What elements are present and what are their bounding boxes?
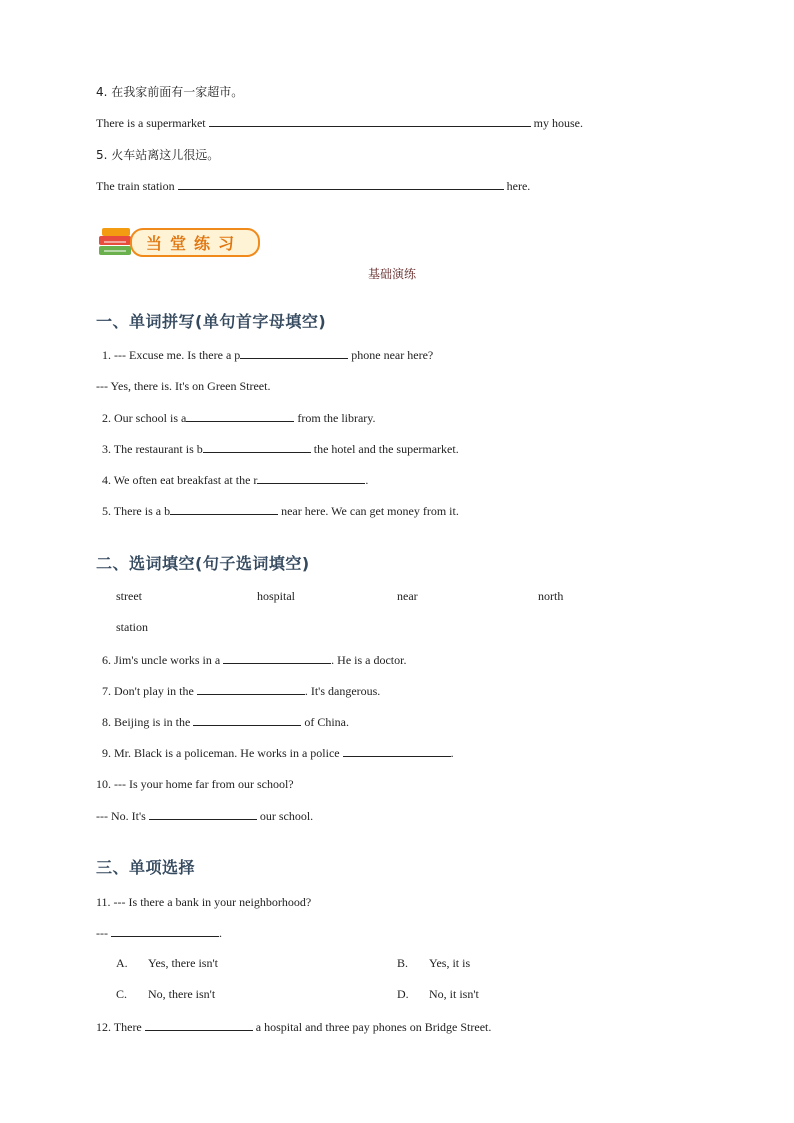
question-10-answer-line: --- No. It's our school. — [96, 809, 314, 823]
question-7: 7. Don't play in the . It's dangerous. — [102, 684, 381, 698]
question-1-answer-line: --- Yes, there is. It's on Green Street. — [96, 379, 271, 393]
section-2-title: 二、选词填空(句子选词填空) — [96, 554, 310, 573]
answer-blank[interactable] — [178, 178, 504, 190]
question-12: 12. There a hospital and three pay phones on Bridge Street. — [96, 1020, 492, 1034]
question-2: 2. Our school is a from the library. — [102, 411, 376, 425]
question-9: 9. Mr. Black is a policeman. He works in a police . — [102, 746, 454, 760]
answer-blank[interactable] — [145, 1019, 253, 1031]
question-5: 5. There is a b near here. We can get money from it. — [102, 504, 459, 518]
question-11-answer-line: --- . — [96, 926, 222, 940]
section-1-title: 一、单词拼写(单句首字母填空) — [96, 312, 327, 331]
question-11: 11. --- Is there a bank in your neighborhood? — [96, 895, 312, 909]
option-c[interactable]: C. No, there isn't — [116, 987, 216, 1001]
answer-blank[interactable] — [209, 115, 531, 127]
answer-blank[interactable] — [203, 441, 311, 453]
question-1: 1. --- Excuse me. Is there a p phone near here? — [102, 348, 434, 362]
answer-blank[interactable] — [111, 925, 219, 937]
question-6: 6. Jim's uncle works in a . He is a doctor. — [102, 653, 407, 667]
answer-blank[interactable] — [170, 503, 278, 515]
answer-blank[interactable] — [186, 410, 294, 422]
word-bank-item: hospital — [257, 589, 295, 603]
practice-banner — [96, 222, 260, 262]
answer-blank[interactable] — [149, 808, 257, 820]
item-5-english: The train station here. — [96, 179, 531, 193]
question-4: 4. We often eat breakfast at the r . — [102, 473, 369, 487]
item-5-chinese: 5. 火车站离这儿很远。 — [96, 148, 220, 162]
word-bank-item: near — [397, 589, 418, 603]
question-3: 3. The restaurant is b the hotel and the supermarket. — [102, 442, 459, 456]
section-3-title: 三、单项选择 — [96, 858, 196, 877]
option-d[interactable]: D. No, it isn't — [397, 987, 479, 1001]
word-bank-item: station — [116, 620, 148, 634]
answer-blank[interactable] — [343, 745, 451, 757]
answer-blank[interactable] — [193, 714, 301, 726]
option-a[interactable]: A. Yes, there isn't — [116, 956, 218, 970]
question-10: 10. --- Is your home far from our school? — [96, 777, 294, 791]
answer-blank[interactable] — [257, 472, 365, 484]
option-b[interactable]: B. Yes, it is — [397, 956, 471, 970]
subtitle: 基础演练 — [368, 267, 417, 281]
item-4-english: There is a supermarket my house. — [96, 116, 583, 130]
item-4-chinese: 4. 在我家前面有一家超市。 — [96, 85, 244, 99]
answer-blank[interactable] — [223, 652, 331, 664]
word-bank-item: street — [116, 589, 142, 603]
question-8: 8. Beijing is in the of China. — [102, 715, 350, 729]
word-bank-item: north — [538, 589, 564, 603]
answer-blank[interactable] — [240, 347, 348, 359]
banner-title: 当堂练习 — [146, 234, 243, 253]
answer-blank[interactable] — [197, 683, 305, 695]
